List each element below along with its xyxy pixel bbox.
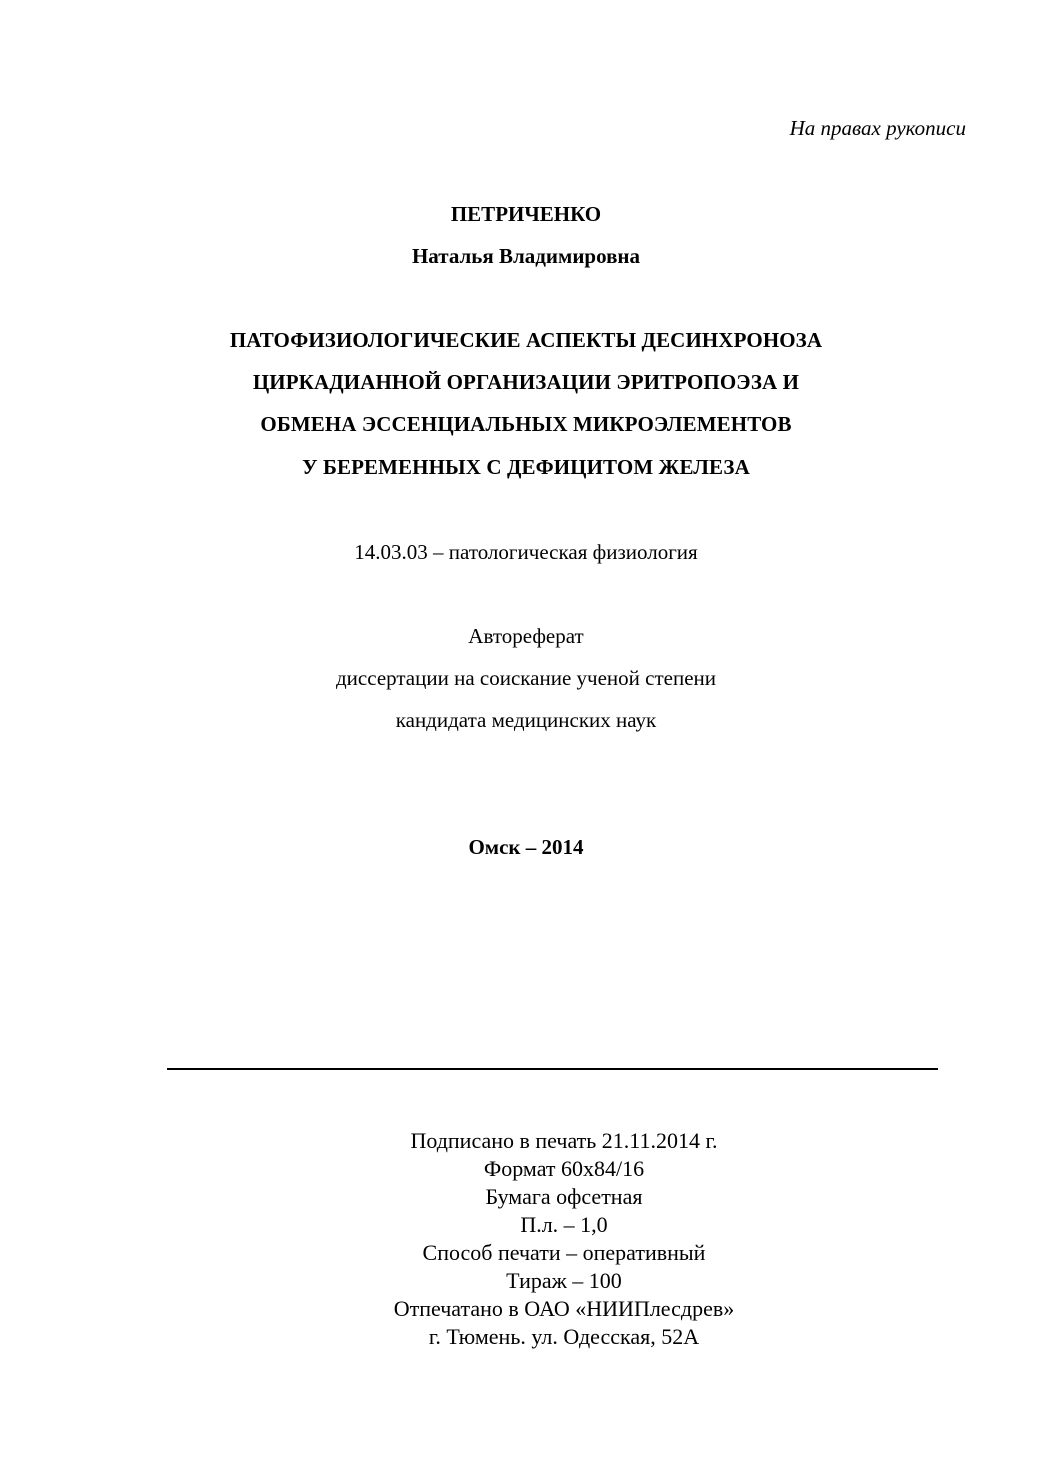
imprint-line: Формат 60х84/16 — [483, 1156, 645, 1181]
document-type-line: кандидата медицинских наук — [395, 708, 657, 732]
specialty-code: 14.03.03 – патологическая физиология — [354, 540, 698, 564]
divider-line — [167, 1068, 938, 1070]
author-given-names: Наталья Владимировна — [411, 244, 641, 268]
imprint-line: Тираж – 100 — [506, 1268, 622, 1293]
document-type-line: диссертации на соискание ученой степени — [336, 666, 716, 690]
place-year: Омск – 2014 — [468, 835, 584, 859]
title-line: ЦИРКАДИАННОЙ ОРГАНИЗАЦИИ ЭРИТРОПОЭЗА И — [252, 370, 800, 394]
imprint-line: Бумага офсетная — [485, 1184, 643, 1209]
imprint-line: Подписано в печать 21.11.2014 г. — [410, 1128, 718, 1153]
author-surname: ПЕТРИЧЕНКО — [450, 202, 602, 226]
imprint-line: Отпечатано в ОАО «НИИПлесдрев» — [393, 1296, 735, 1321]
document-type-line: Автореферат — [468, 624, 584, 648]
title-line: У БЕРЕМЕННЫХ С ДЕФИЦИТОМ ЖЕЛЕЗА — [302, 455, 750, 479]
imprint-line: П.л. – 1,0 — [520, 1212, 608, 1237]
imprint-line: Способ печати – оперативный — [422, 1240, 706, 1265]
imprint-line: г. Тюмень. ул. Одесская, 52А — [428, 1324, 700, 1349]
title-line: ПАТОФИЗИОЛОГИЧЕСКИЕ АСПЕКТЫ ДЕСИНХРОНОЗА — [229, 328, 823, 352]
rights-note: На правах рукописи — [789, 116, 966, 140]
title-line: ОБМЕНА ЭССЕНЦИАЛЬНЫХ МИКРОЭЛЕМЕНТОВ — [260, 412, 792, 436]
